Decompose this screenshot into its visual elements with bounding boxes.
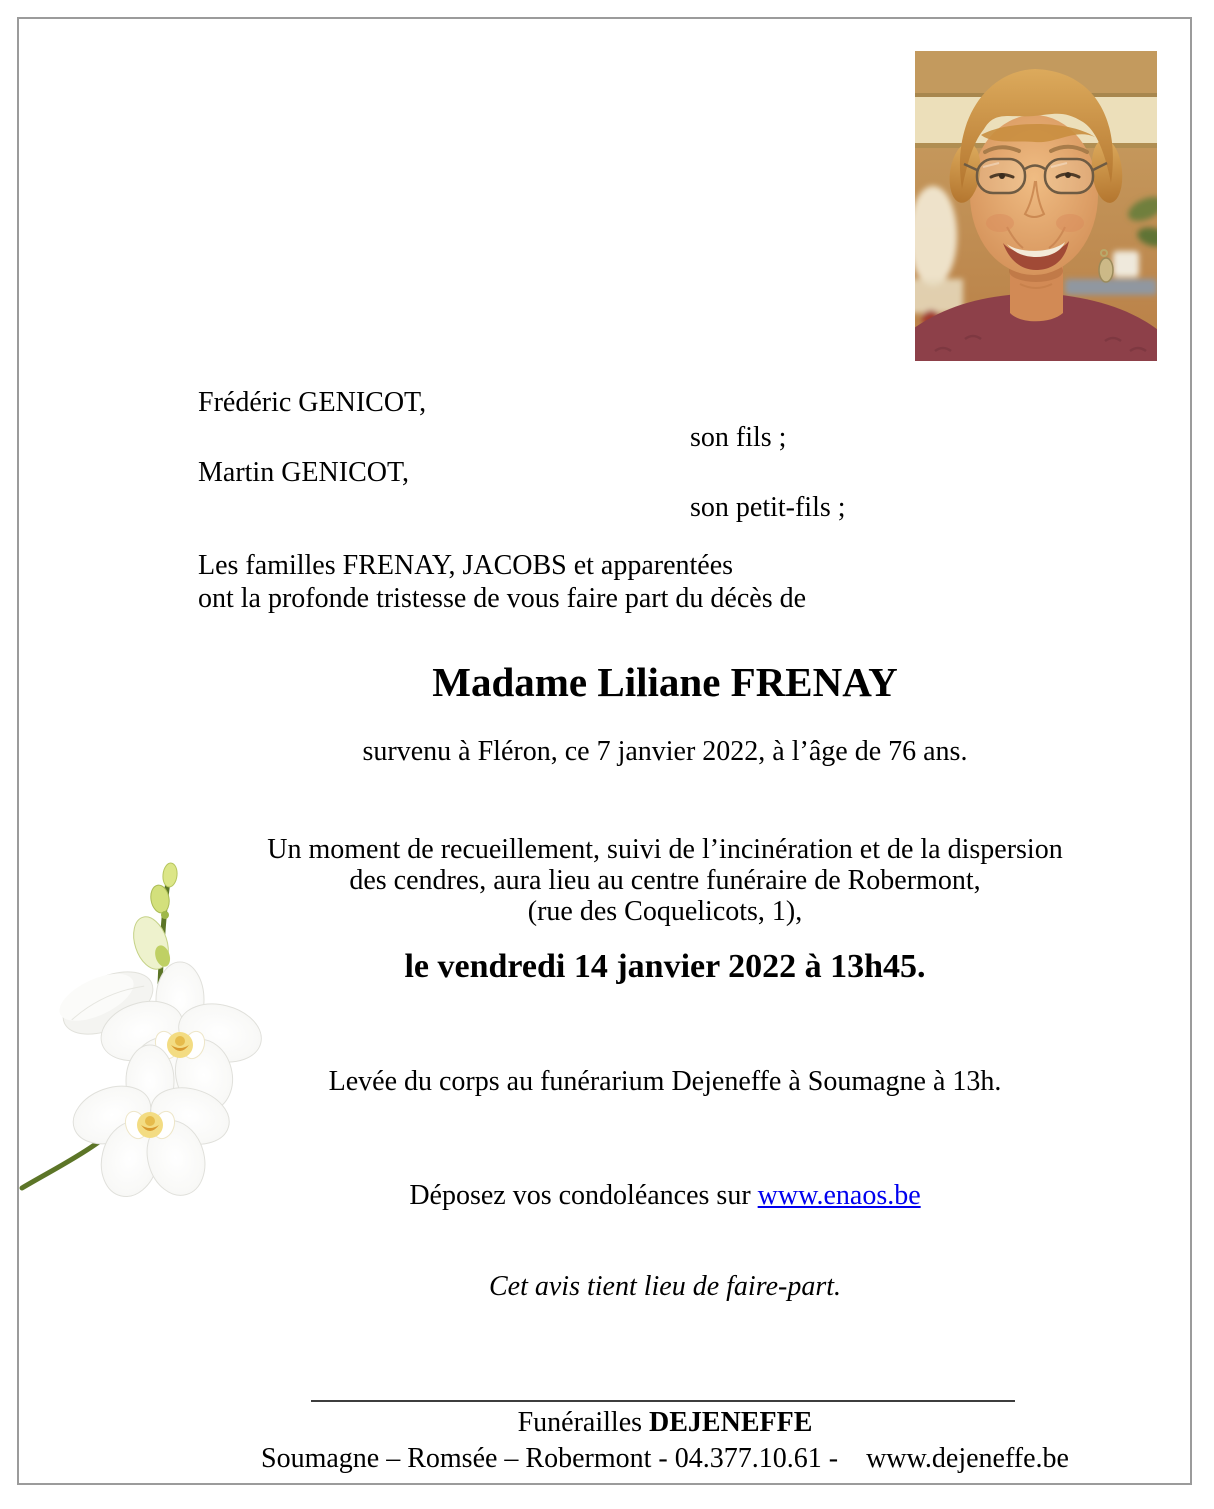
relative-relation-2: son petit-fils ; (690, 492, 846, 523)
families-line-2: ont la profonde tristesse de vous faire part du décès de (198, 583, 807, 614)
levee-du-corps-line: Levée du corps au funérarium Dejeneffe à Soumagne à 13h. (328, 1066, 1002, 1097)
footer-divider (311, 1400, 1015, 1402)
ceremony-line-1: Un moment de recueillement, suivi de l’incinération et de la dispersion (267, 834, 1063, 865)
relative-name-1: Frédéric GENICOT, (198, 387, 427, 418)
ceremony-line-2: des cendres, aura lieu au centre funéraire de Robermont, (349, 865, 981, 896)
funeral-home-line (115, 1406, 1214, 1440)
relative-name-2: Martin GENICOT, (198, 457, 409, 488)
condolences-prefix: Déposez vos condoléances sur (409, 1180, 758, 1211)
ceremony-datetime: le vendredi 14 janvier 2022 à 13h45. (404, 948, 926, 985)
ceremony-line-3: (rue des Coquelicots, 1), (527, 896, 803, 927)
deceased-name-title: Madame Liliane FRENAY (432, 659, 898, 705)
portrait-photo-illustration (915, 51, 1157, 361)
funeral-home-address-text: Soumagne – Romsée – Robermont - 04.377.10.61 - www.dejeneffe.be (261, 1443, 1069, 1474)
funeral-home-name: DEJENEFFE (649, 1407, 813, 1438)
condolences-link[interactable]: www.enaos.be (757, 1180, 921, 1211)
families-line-1: Les familles FRENAY, JACOBS et apparentées (198, 550, 734, 581)
death-details-line: survenu à Fléron, ce 7 janvier 2022, à l’âge de 76 ans. (362, 736, 968, 767)
funeral-home-address (115, 1442, 1214, 1476)
portrait-photo (915, 51, 1157, 361)
condolences-line (115, 1179, 1214, 1213)
faire-part-notice: Cet avis tient lieu de faire-part. (488, 1271, 841, 1302)
funeral-home-prefix: Funérailles (517, 1407, 650, 1438)
relative-relation-1: son fils ; (690, 422, 787, 453)
